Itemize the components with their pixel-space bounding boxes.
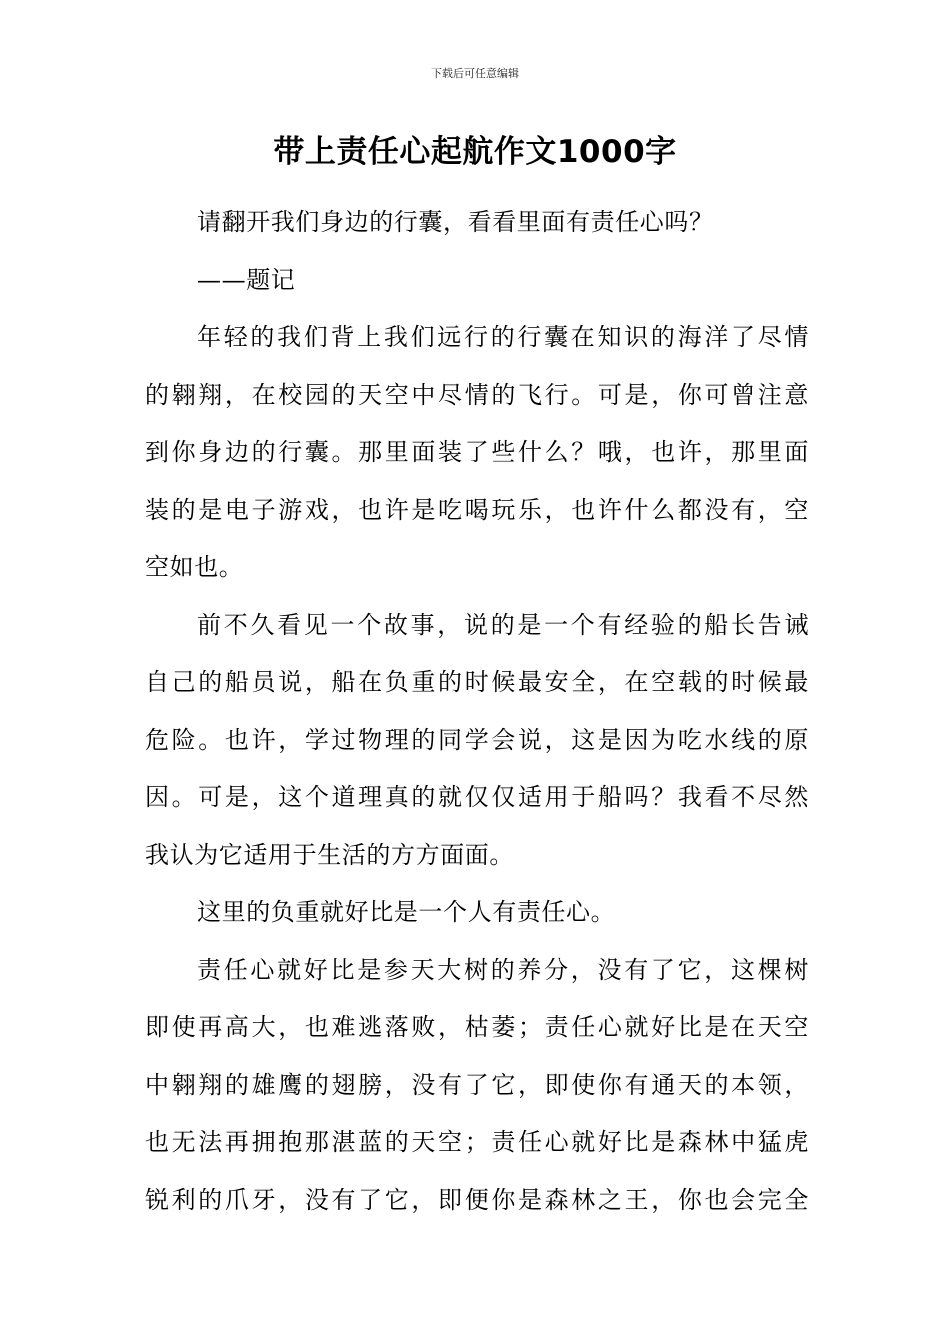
text-line: 中翱翔的雄鹰的翅膀，没有了它，即使你有通天的本领，: [145, 1070, 809, 1099]
document-body: [145, 194, 809, 1229]
text-line: 危险。也许，学过物理的同学会说，这是因为吃水线的原: [145, 725, 809, 754]
text-line: 空如也。: [145, 553, 244, 581]
header-note: 下载后可任意编辑: [431, 67, 519, 80]
text-line: 请翻开我们身边的行囊，看看里面有责任心吗？: [197, 208, 714, 236]
text-line: 责任心就好比是参天大树的养分，没有了它，这棵树: [197, 955, 809, 984]
text-line: 自己的船员说，船在负重的时候最安全，在空载的时候最: [145, 668, 809, 696]
text-line: 年轻的我们背上我们远行的行囊在知识的海洋了尽情: [197, 323, 809, 351]
text-line: 我认为它适用于生活的方方面面。: [145, 840, 514, 869]
text-line: 锐利的爪牙，没有了它，即便你是森林之王，你也会完全: [145, 1185, 809, 1214]
text-line: ——题记: [197, 265, 296, 294]
text-line: 这里的负重就好比是一个人有责任心。: [197, 898, 616, 926]
text-line: 即使再高大，也难逃落败，枯萎；责任心就好比是在天空: [145, 1013, 809, 1041]
text-line: 因。可是，这个道理真的就仅仅适用于船吗？我看不尽然: [145, 783, 809, 811]
text-line: 装的是电子游戏，也许是吃喝玩乐，也许什么都没有，空: [145, 495, 809, 524]
document-title: 带上责任心起航作文1000字: [273, 134, 677, 170]
text-line: 前不久看见一个故事，说的是一个有经验的船长告诫: [197, 610, 809, 639]
text-line: 到你身边的行囊。那里面装了些什么？哦，也许，那里面: [145, 438, 809, 466]
text-line: 也无法再拥抱那湛蓝的天空；责任心就好比是森林中猛虎: [145, 1128, 809, 1156]
text-line: 的翱翔，在校园的天空中尽情的飞行。可是，你可曾注意: [145, 380, 809, 409]
